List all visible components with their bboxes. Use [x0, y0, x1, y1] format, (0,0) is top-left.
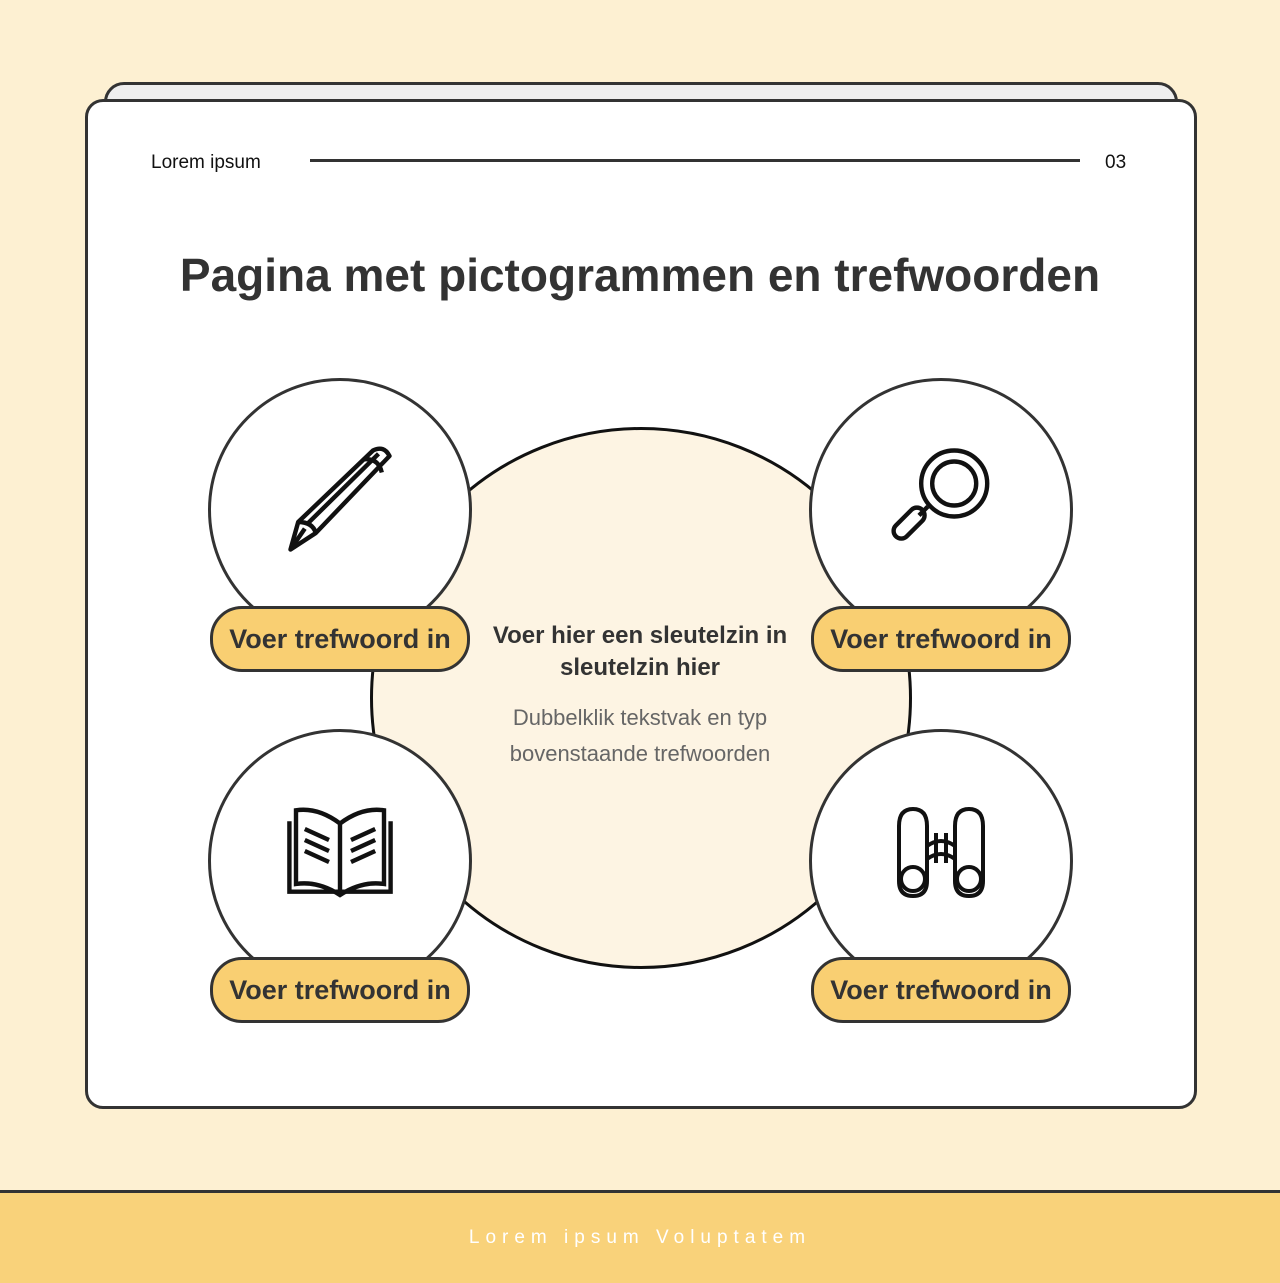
- page-number: 03: [1105, 152, 1127, 173]
- keyword-button[interactable]: Voer trefwoord in: [210, 957, 470, 1023]
- icon-circle-book: [208, 729, 472, 993]
- keyword-button[interactable]: Voer trefwoord in: [210, 606, 470, 672]
- keyword-button[interactable]: Voer trefwoord in: [811, 606, 1071, 672]
- header-divider: [310, 159, 1080, 162]
- book-icon: [285, 801, 395, 901]
- binoculars-icon: [891, 801, 991, 901]
- instruction-text: Dubbelklik tekstvak en typ bovenstaande trefwoorden: [509, 705, 771, 766]
- key-phrase: Voer hier een sleutelzin in sleutelzin hier: [492, 622, 788, 681]
- icon-circle-pencil: [208, 378, 472, 642]
- keyword-button[interactable]: Voer trefwoord in: [811, 957, 1071, 1023]
- pencil-icon: [285, 445, 395, 555]
- magnifier-icon: [886, 445, 996, 555]
- icon-circle-magnifier: [809, 378, 1073, 642]
- footer-text: Lorem ipsum Voluptatem: [468, 1227, 812, 1248]
- page-title: Pagina met pictogrammen en trefwoorden: [179, 249, 1101, 301]
- icon-circle-binoculars: [809, 729, 1073, 993]
- header-label: Lorem ipsum: [151, 152, 261, 173]
- footer-bar: [0, 1190, 1280, 1283]
